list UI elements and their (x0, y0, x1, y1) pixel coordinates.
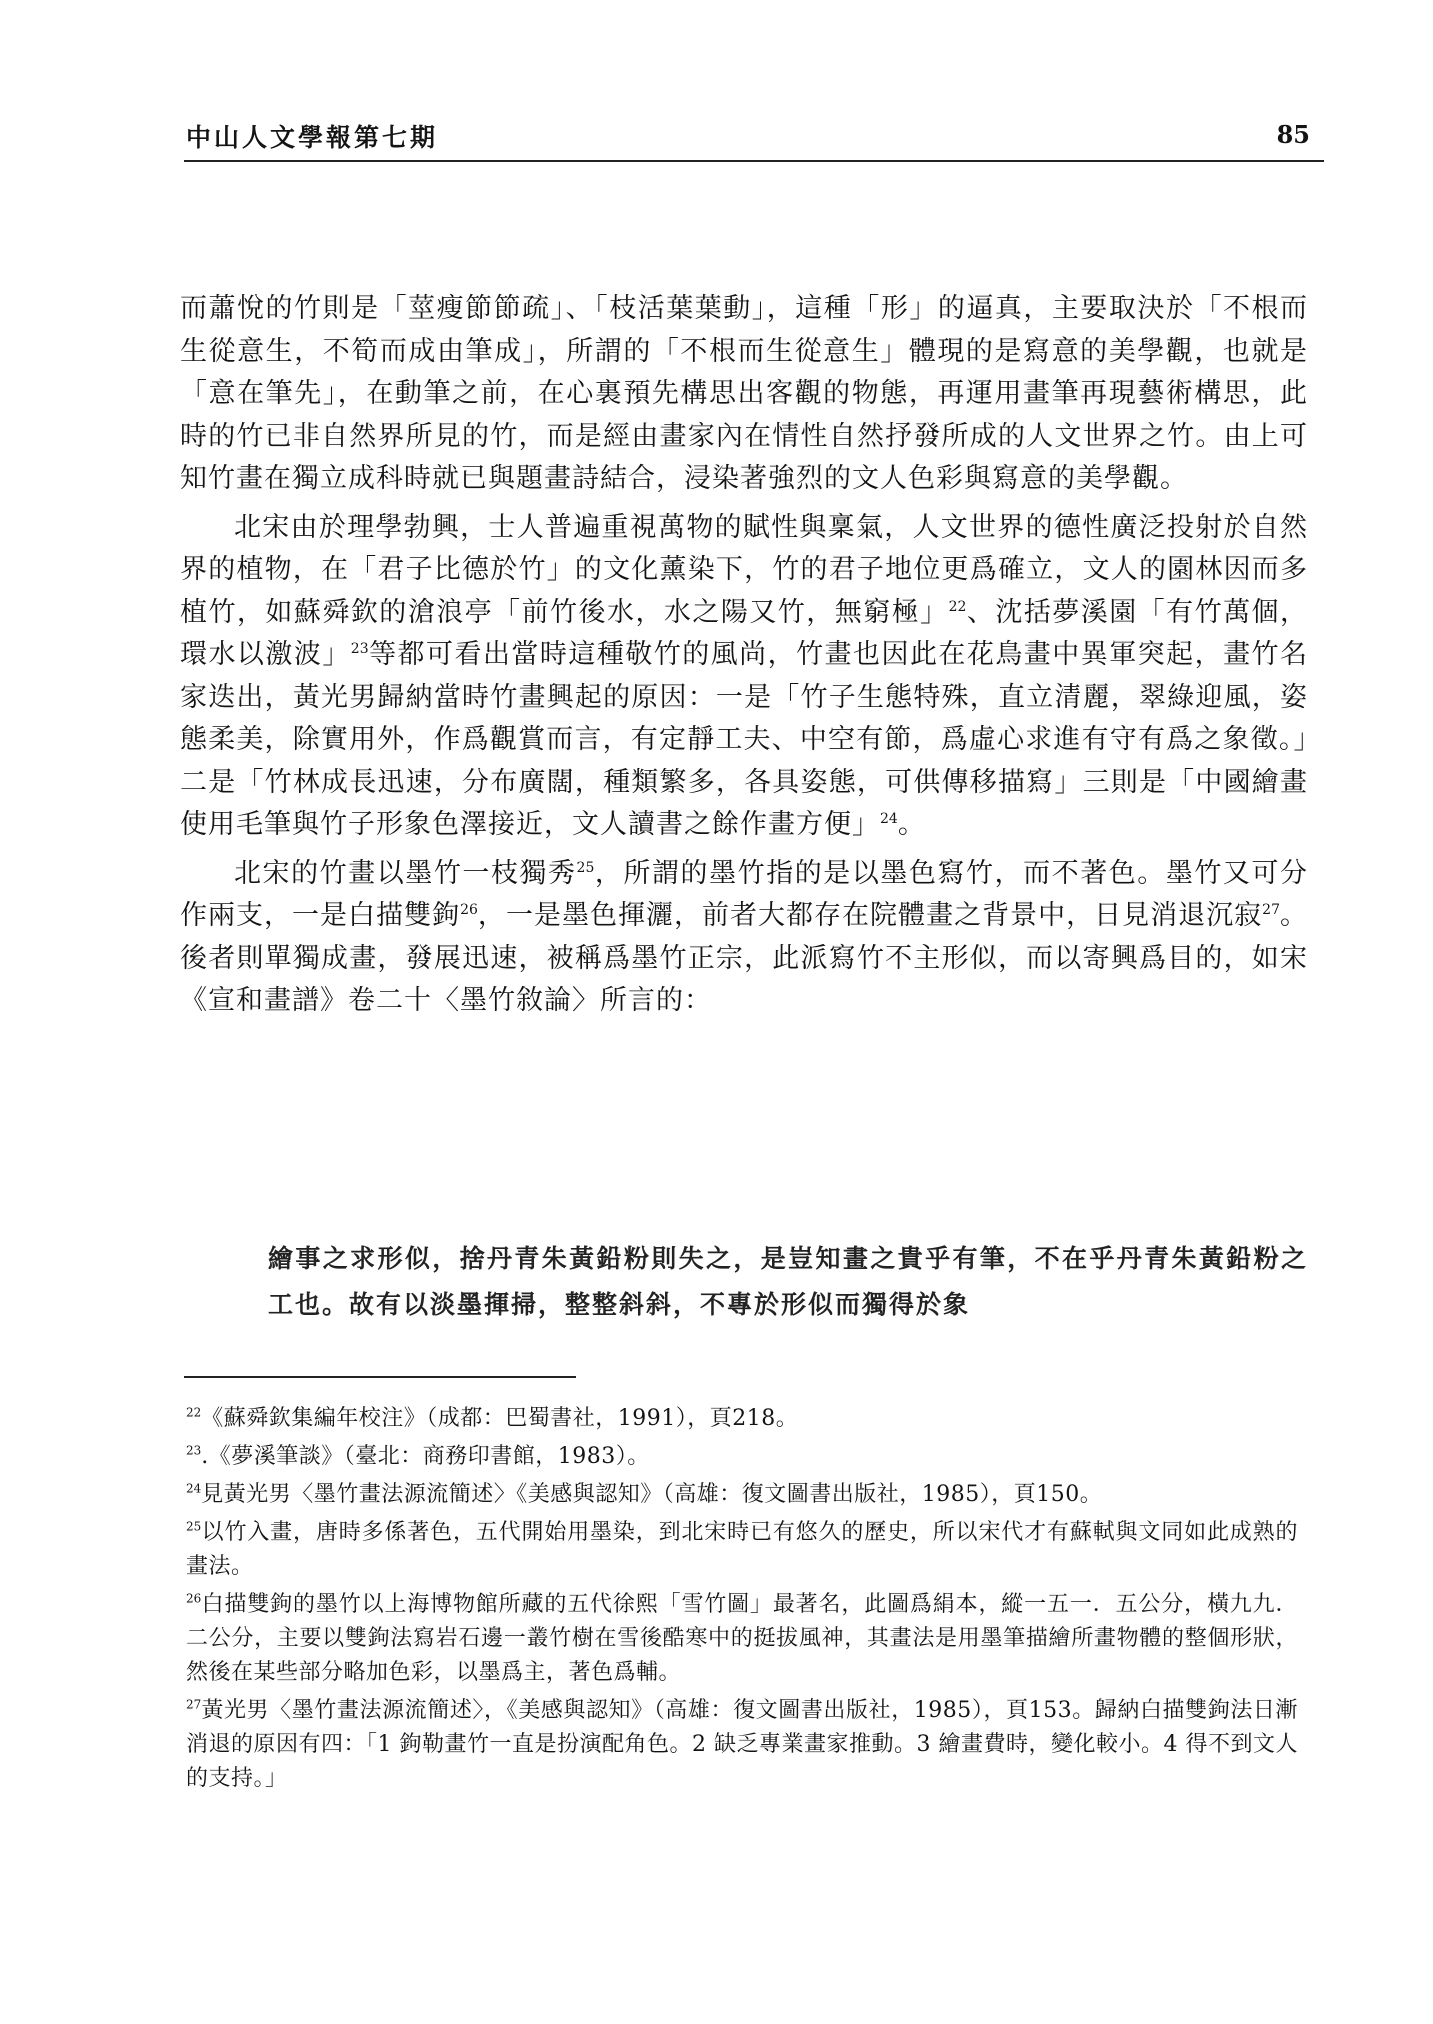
footnote-ref[interactable]: 27 (1262, 902, 1280, 918)
footnote-text: 白描雙鉤的墨竹以上海博物館所藏的五代徐熙「雪竹圖」最著名，此圖爲絹本，縱一五一．五公分，橫九九．二公分，主要以雙鉤法寫岩石邊一叢竹樹在雪後酷寒中的挺拔風神，其畫法是用墨筆描繪所畫物體的整個形狀，然後在某些部分略加色彩，以墨爲主，著色爲輔。 (186, 1592, 1298, 1685)
text-segment: 。後者則單獨成畫，發展迅速，被稱爲墨竹正宗，此派寫竹不主形似，而以寄興爲目的，如宋《宣和畫譜》卷二十〈墨竹敘論〉所言的： (180, 900, 1309, 1016)
text-segment: 等都可看出當時這種敬竹的風尚，竹畫也因此在花鳥畫中異軍突起，畫竹名家迭出，黃光男歸納當時竹畫興起的原因：一是「竹子生態特殊，直立清麗，翠綠迎風，姿態柔美，除實用外，作爲觀賞而言，有定靜工夫、中空有節，爲虛心求進有守有爲之象徵。」二是「竹林成長迅速，分布廣闊，種類繁多，各具姿態，可供傳移描寫」三則是「中國繪畫使用毛筆與竹子形象色澤接近，文人讀書之餘作畫方便」 (180, 639, 1308, 840)
footnote-ref[interactable]: 24 (880, 811, 898, 827)
footnote-number: 22 (186, 1405, 202, 1420)
text-segment: 北宋由於理學勃興，士人普遍重視萬物的賦性與稟氣，人文世界的德性廣泛投射於自然界的植物，在「君子比德於竹」的文化薰染下，竹的君子地位更爲確立，文人的園林因而多植竹，如蘇舜欽的滄浪亭「前竹後水，水之陽又竹，無窮極」 (180, 511, 1308, 628)
footnote-ref[interactable]: 22 (948, 598, 967, 615)
main-text (180, 288, 1308, 1029)
footnote-text: 以竹入畫，唐時多係著色，五代開始用墨染，到北宋時已有悠久的歷史，所以宋代才有蘇軾與文同如此成熟的畫法。 (186, 1520, 1298, 1579)
footnote-ref[interactable]: 23 (350, 641, 369, 657)
text-segment: ，所謂的墨竹指的是以墨色寫竹，而不著色。墨竹又可分作兩支，一是白描雙鉤 (180, 857, 1309, 931)
footnote-number: 27 (186, 1697, 202, 1712)
paragraph-3 (180, 853, 1308, 1023)
footnote (186, 1478, 1298, 1512)
footnote-ref[interactable]: 25 (576, 859, 595, 876)
footnote (186, 1694, 1298, 1796)
footnote (186, 1402, 1298, 1436)
footnote-ref[interactable]: 26 (460, 902, 478, 918)
page-number: 85 (1276, 120, 1310, 149)
paragraph-2 (180, 507, 1308, 847)
text-segment: 北宋的竹畫以墨竹一枝獨秀 (234, 857, 577, 889)
paragraph-1: 而蕭悅的竹則是「莖瘦節節疏」、「枝活葉葉動」，這種「形」的逼真，主要取決於「不根而生從意生，不筍而成由筆成」，所謂的「不根而生從意生」體現的是寫意的美學觀，也就是「意在筆先」，在動筆之前，在心裏預先構思出客觀的物態，再運用畫筆再現藝術構思，此時的竹已非自然界所見的竹，而是經由畫家內在情性自然抒發所成的人文世界之竹。由上可知竹畫在獨立成科時就已與題畫詩結合，浸染著強烈的文人色彩與寫意的美學觀。 (180, 293, 1308, 494)
footnote (186, 1588, 1298, 1690)
header-rule (184, 160, 1324, 162)
footnote-text: 黃光男〈墨竹畫法源流簡述〉，《美感與認知》（高雄：復文圖書出版社，1985），頁153。歸納白描雙鉤法日漸消退的原因有四：「1 鉤勒畫竹一直是扮演配角色。2 缺乏專業畫家推動。3 繪畫費時，變化較小。4 得不到文人的支持。」 (186, 1698, 1298, 1791)
footnotes (186, 1402, 1298, 1800)
footnote-number: 23 (186, 1443, 202, 1458)
journal-title: 中山人文學報第七期 (186, 123, 439, 152)
footnote-text: 見黃光男〈墨竹畫法源流簡述〉《美感與認知》（高雄：復文圖書出版社，1985），頁150。 (201, 1482, 1103, 1507)
footnote-number: 26 (186, 1591, 202, 1606)
footnote-separator (184, 1376, 576, 1378)
footnote (186, 1516, 1298, 1584)
text-segment: ，一是墨色揮灑，前者大都存在院體畫之背景中，日見消退沉寂 (477, 900, 1263, 931)
quote-text: 繪事之求形似，捨丹青朱黃鉛粉則失之，是豈知畫之貴乎有筆，不在乎丹青朱黃鉛粉之工也。故有以淡墨揮掃，整整斜斜，不專於形似而獨得於象 (268, 1244, 1308, 1319)
footnote-number: 25 (186, 1519, 202, 1534)
footnote (186, 1440, 1298, 1474)
text-segment: 、沈括夢溪園「有竹萬個，環水以激波」 (180, 596, 1309, 670)
footnote-text: .《夢溪筆談》（臺北：商務印書館，1983）。 (201, 1444, 650, 1469)
footnote-text: 《蘇舜欽集編年校注》（成都：巴蜀書社，1991），頁218。 (201, 1406, 799, 1431)
block-quote (268, 1236, 1308, 1328)
text-segment: 。 (897, 809, 926, 840)
running-header (186, 118, 1322, 158)
footnote-number: 24 (186, 1481, 202, 1496)
